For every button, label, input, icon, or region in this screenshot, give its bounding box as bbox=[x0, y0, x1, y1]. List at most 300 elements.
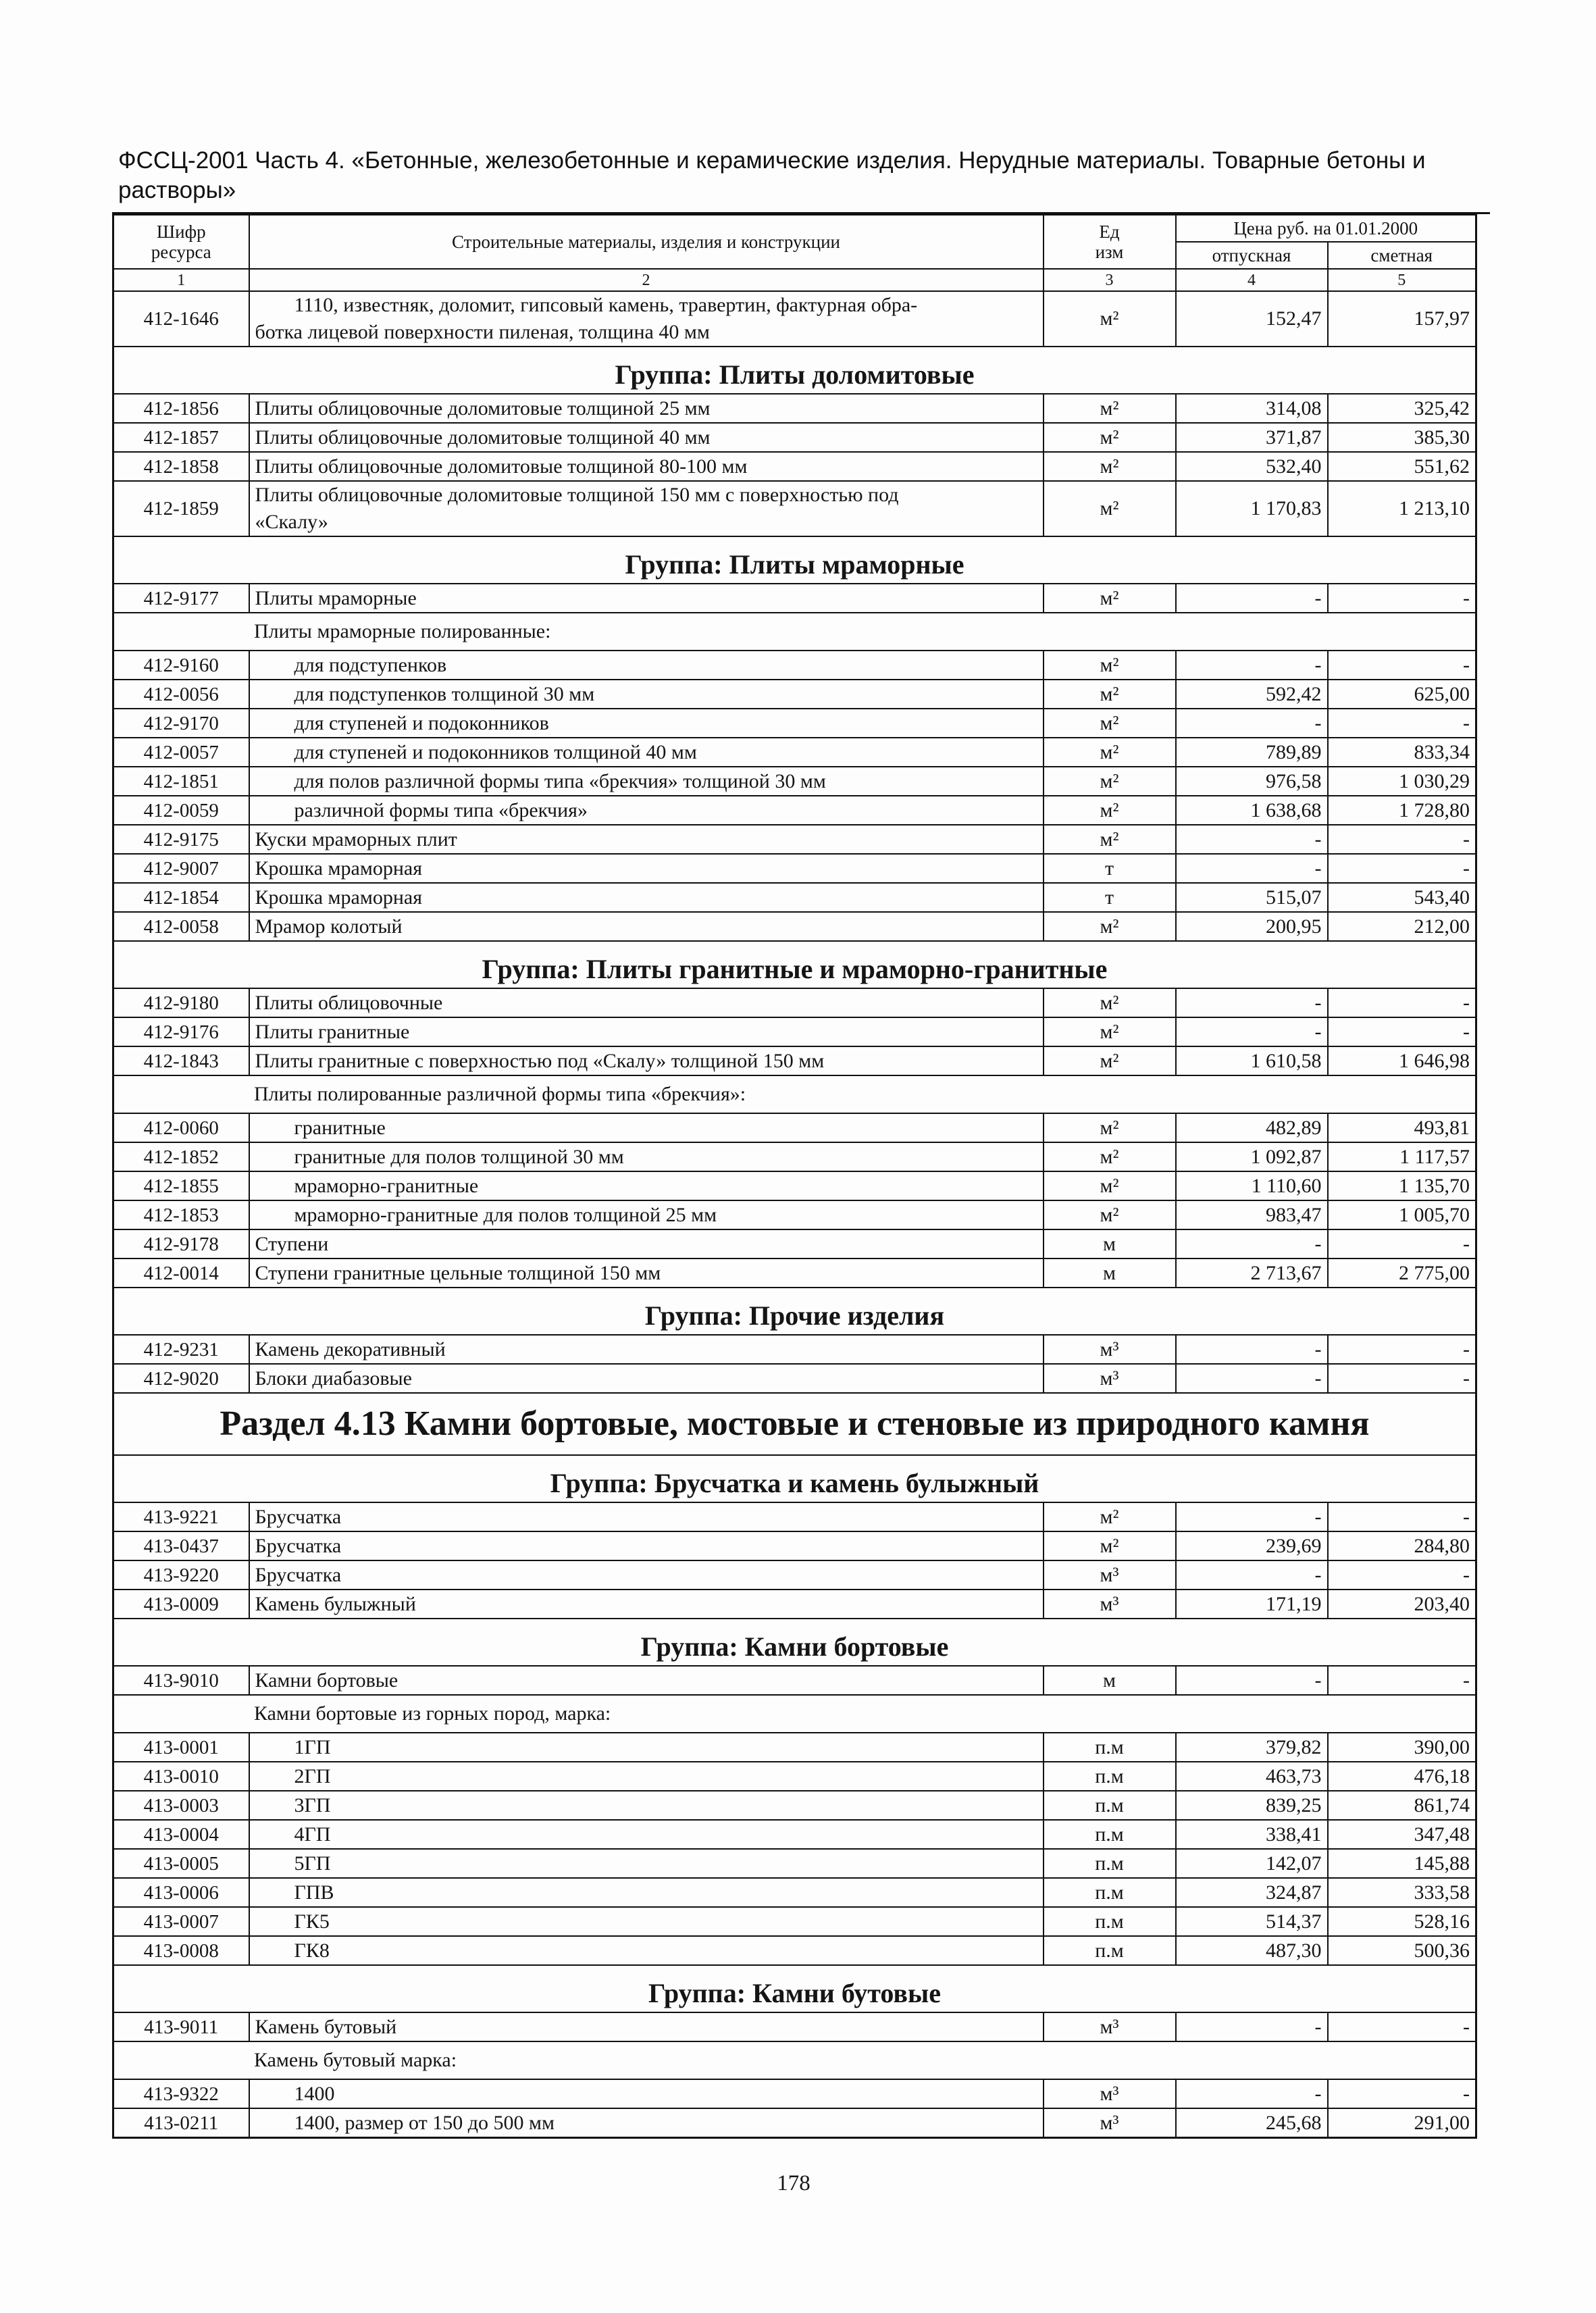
unit-of-measure: м³ bbox=[1044, 2012, 1176, 2041]
resource-code: 412-1854 bbox=[113, 883, 249, 912]
table-row bbox=[113, 1200, 1476, 1229]
unit-of-measure: м bbox=[1044, 1666, 1176, 1695]
group-title: Группа: Брусчатка и камень булыжный bbox=[113, 1455, 1476, 1502]
header-row bbox=[113, 215, 1476, 243]
price-release: 1 110,60 bbox=[1176, 1171, 1328, 1200]
section-title: Раздел 4.13 Камни бортовые, мостовые и стеновые из природного камня bbox=[113, 1393, 1476, 1455]
price-release: - bbox=[1176, 1017, 1328, 1046]
table-row bbox=[113, 1259, 1476, 1288]
table-row bbox=[113, 767, 1476, 796]
resource-code: 412-1843 bbox=[113, 1046, 249, 1075]
material-name: 1400, размер от 150 до 500 мм bbox=[249, 2108, 1044, 2138]
table-row bbox=[113, 854, 1476, 883]
price-release: - bbox=[1176, 584, 1328, 613]
price-release: 324,87 bbox=[1176, 1878, 1328, 1907]
resource-code: 412-1859 bbox=[113, 481, 249, 536]
price-estimate: - bbox=[1328, 825, 1476, 854]
table-row bbox=[113, 1907, 1476, 1936]
table-row bbox=[113, 1849, 1476, 1878]
table-row bbox=[113, 680, 1476, 709]
table-row bbox=[113, 1502, 1476, 1531]
price-release: - bbox=[1176, 1335, 1328, 1364]
column-numbers-row bbox=[113, 269, 1476, 291]
group-title: Группа: Плиты мраморные bbox=[113, 536, 1476, 584]
material-name: для подступенков толщиной 30 мм bbox=[249, 680, 1044, 709]
price-release: 239,69 bbox=[1176, 1531, 1328, 1560]
material-name: Плиты облицовочные доломитовые толщиной 40 мм bbox=[249, 423, 1044, 452]
resource-code: 413-0211 bbox=[113, 2108, 249, 2138]
unit-of-measure: п.м bbox=[1044, 1820, 1176, 1849]
unit-of-measure: м² bbox=[1044, 291, 1176, 347]
unit-of-measure: м³ bbox=[1044, 1590, 1176, 1619]
subheading: Камни бортовые из горных пород, марка: bbox=[113, 1695, 1476, 1733]
unit-of-measure: м² bbox=[1044, 912, 1176, 941]
price-release: 482,89 bbox=[1176, 1113, 1328, 1142]
resource-code: 412-9160 bbox=[113, 651, 249, 680]
price-estimate: 203,40 bbox=[1328, 1590, 1476, 1619]
unit-of-measure: м² bbox=[1044, 1171, 1176, 1200]
price-estimate: 543,40 bbox=[1328, 883, 1476, 912]
price-estimate: 1 030,29 bbox=[1328, 767, 1476, 796]
price-estimate: - bbox=[1328, 1666, 1476, 1695]
table-row bbox=[113, 988, 1476, 1017]
price-estimate: - bbox=[1328, 1364, 1476, 1393]
unit-of-measure: м² bbox=[1044, 584, 1176, 613]
subheading-row bbox=[113, 1075, 1476, 1113]
price-estimate: 1 646,98 bbox=[1328, 1046, 1476, 1075]
group-title-row bbox=[113, 536, 1476, 584]
unit-of-measure: т bbox=[1044, 883, 1176, 912]
resource-code: 412-1855 bbox=[113, 1171, 249, 1200]
resource-code: 413-0003 bbox=[113, 1791, 249, 1820]
resource-code: 412-0058 bbox=[113, 912, 249, 941]
table-row bbox=[113, 912, 1476, 941]
unit-of-measure: м bbox=[1044, 1259, 1176, 1288]
price-release: 592,42 bbox=[1176, 680, 1328, 709]
material-name: Куски мраморных плит bbox=[249, 825, 1044, 854]
price-estimate: - bbox=[1328, 1502, 1476, 1531]
price-estimate: 551,62 bbox=[1328, 452, 1476, 481]
table-row bbox=[113, 1590, 1476, 1619]
group-title-row bbox=[113, 941, 1476, 988]
table-row bbox=[113, 1229, 1476, 1259]
unit-of-measure: м² bbox=[1044, 738, 1176, 767]
price-release: - bbox=[1176, 1229, 1328, 1259]
table-row bbox=[113, 1046, 1476, 1075]
table-row bbox=[113, 1142, 1476, 1171]
subheading-row bbox=[113, 613, 1476, 651]
price-release: 976,58 bbox=[1176, 767, 1328, 796]
price-release: 1 638,68 bbox=[1176, 796, 1328, 825]
table-row bbox=[113, 2108, 1476, 2138]
group-title-row bbox=[113, 1288, 1476, 1335]
subheading: Плиты мраморные полированные: bbox=[113, 613, 1476, 651]
price-release: 487,30 bbox=[1176, 1936, 1328, 1965]
table-row bbox=[113, 1364, 1476, 1393]
price-estimate: 1 213,10 bbox=[1328, 481, 1476, 536]
price-estimate: - bbox=[1328, 651, 1476, 680]
resource-code: 412-9177 bbox=[113, 584, 249, 613]
table-row bbox=[113, 1017, 1476, 1046]
price-estimate: 1 135,70 bbox=[1328, 1171, 1476, 1200]
material-name: Ступени гранитные цельные толщиной 150 мм bbox=[249, 1259, 1044, 1288]
resource-code: 413-0437 bbox=[113, 1531, 249, 1560]
price-estimate: 212,00 bbox=[1328, 912, 1476, 941]
group-title-row bbox=[113, 1619, 1476, 1666]
resource-code: 412-9007 bbox=[113, 854, 249, 883]
column-number: 4 bbox=[1176, 269, 1328, 291]
group-title: Группа: Камни бутовые bbox=[113, 1965, 1476, 2012]
price-release: - bbox=[1176, 1666, 1328, 1695]
material-name: Камень бутовый bbox=[249, 2012, 1044, 2041]
material-name: Ступени bbox=[249, 1229, 1044, 1259]
price-release: 789,89 bbox=[1176, 738, 1328, 767]
material-name: 5ГП bbox=[249, 1849, 1044, 1878]
price-estimate: - bbox=[1328, 2012, 1476, 2041]
col-header-price: Цена руб. на 01.01.2000 bbox=[1176, 215, 1476, 243]
price-estimate: 500,36 bbox=[1328, 1936, 1476, 1965]
table-row bbox=[113, 1791, 1476, 1820]
unit-of-measure: м³ bbox=[1044, 1364, 1176, 1393]
material-name: мраморно-гранитные bbox=[249, 1171, 1044, 1200]
col-header-name: Строительные материалы, изделия и конструкции bbox=[249, 215, 1044, 270]
material-name: Плиты облицовочные доломитовые толщиной 150 мм с поверхностью под «Скалу» bbox=[249, 481, 1044, 536]
resource-code: 412-9180 bbox=[113, 988, 249, 1017]
table-row bbox=[113, 481, 1476, 536]
material-name: различной формы типа «брекчия» bbox=[249, 796, 1044, 825]
table-row bbox=[113, 423, 1476, 452]
resource-code: 412-0060 bbox=[113, 1113, 249, 1142]
unit-of-measure: м² bbox=[1044, 1200, 1176, 1229]
table-row bbox=[113, 1936, 1476, 1965]
price-release: 515,07 bbox=[1176, 883, 1328, 912]
resource-code: 413-0001 bbox=[113, 1733, 249, 1762]
material-name: Плиты мраморные bbox=[249, 584, 1044, 613]
price-release: 142,07 bbox=[1176, 1849, 1328, 1878]
material-name: Плиты гранитные с поверхностью под «Скалу» толщиной 150 мм bbox=[249, 1046, 1044, 1075]
resource-code: 412-1852 bbox=[113, 1142, 249, 1171]
unit-of-measure: м² bbox=[1044, 651, 1176, 680]
table-row bbox=[113, 1113, 1476, 1142]
resource-code: 413-0005 bbox=[113, 1849, 249, 1878]
price-release: - bbox=[1176, 1364, 1328, 1393]
price-release: - bbox=[1176, 988, 1328, 1017]
unit-of-measure: м² bbox=[1044, 394, 1176, 423]
material-name: Брусчатка bbox=[249, 1502, 1044, 1531]
resource-code: 412-9175 bbox=[113, 825, 249, 854]
group-title: Группа: Камни бортовые bbox=[113, 1619, 1476, 1666]
material-name: 1110, известняк, доломит, гипсовый камень, травертин, фактурная обра- ботка лицевой поверхности пиленая, толщина 40 мм bbox=[249, 291, 1044, 347]
unit-of-measure: м² bbox=[1044, 452, 1176, 481]
table-row bbox=[113, 1531, 1476, 1560]
unit-of-measure: м² bbox=[1044, 1502, 1176, 1531]
price-release: 200,95 bbox=[1176, 912, 1328, 941]
material-name: Плиты облицовочные доломитовые толщиной 80-100 мм bbox=[249, 452, 1044, 481]
table-row bbox=[113, 452, 1476, 481]
resource-code: 413-0008 bbox=[113, 1936, 249, 1965]
material-name: Плиты облицовочные доломитовые толщиной 25 мм bbox=[249, 394, 1044, 423]
col-header-price-release: отпускная bbox=[1176, 242, 1328, 269]
price-release: 463,73 bbox=[1176, 1762, 1328, 1791]
unit-of-measure: м² bbox=[1044, 680, 1176, 709]
resource-code: 413-9322 bbox=[113, 2079, 249, 2108]
resource-code: 412-0059 bbox=[113, 796, 249, 825]
material-name: гранитные для полов толщиной 30 мм bbox=[249, 1142, 1044, 1171]
price-estimate: 325,42 bbox=[1328, 394, 1476, 423]
material-name: для ступеней и подоконников толщиной 40 мм bbox=[249, 738, 1044, 767]
price-release: 338,41 bbox=[1176, 1820, 1328, 1849]
table-row bbox=[113, 651, 1476, 680]
table-row bbox=[113, 1560, 1476, 1590]
section-title-row bbox=[113, 1393, 1476, 1455]
price-estimate: - bbox=[1328, 2079, 1476, 2108]
resource-code: 412-9170 bbox=[113, 709, 249, 738]
resource-code: 413-0010 bbox=[113, 1762, 249, 1791]
price-estimate: 333,58 bbox=[1328, 1878, 1476, 1907]
unit-of-measure: п.м bbox=[1044, 1907, 1176, 1936]
subheading-row bbox=[113, 1695, 1476, 1733]
unit-of-measure: м² bbox=[1044, 1531, 1176, 1560]
material-name: Камни бортовые bbox=[249, 1666, 1044, 1695]
unit-of-measure: п.м bbox=[1044, 1733, 1176, 1762]
resource-code: 412-1858 bbox=[113, 452, 249, 481]
resource-code: 412-9020 bbox=[113, 1364, 249, 1393]
unit-of-measure: п.м bbox=[1044, 1878, 1176, 1907]
price-estimate: 1 117,57 bbox=[1328, 1142, 1476, 1171]
table-row bbox=[113, 1171, 1476, 1200]
material-name: для полов различной формы типа «брекчия» толщиной 30 мм bbox=[249, 767, 1044, 796]
resource-code: 413-9220 bbox=[113, 1560, 249, 1590]
price-estimate: - bbox=[1328, 1017, 1476, 1046]
material-name: Камень булыжный bbox=[249, 1590, 1044, 1619]
unit-of-measure: п.м bbox=[1044, 1762, 1176, 1791]
resource-code: 413-9010 bbox=[113, 1666, 249, 1695]
table-row bbox=[113, 796, 1476, 825]
price-estimate: 493,81 bbox=[1328, 1113, 1476, 1142]
column-number: 2 bbox=[249, 269, 1044, 291]
resource-code: 413-0009 bbox=[113, 1590, 249, 1619]
price-estimate: 157,97 bbox=[1328, 291, 1476, 347]
unit-of-measure: м bbox=[1044, 1229, 1176, 1259]
price-estimate: 2 775,00 bbox=[1328, 1259, 1476, 1288]
price-estimate: 528,16 bbox=[1328, 1907, 1476, 1936]
table-row bbox=[113, 1820, 1476, 1849]
price-release: - bbox=[1176, 1502, 1328, 1531]
resource-code: 412-9176 bbox=[113, 1017, 249, 1046]
price-estimate: 145,88 bbox=[1328, 1849, 1476, 1878]
price-estimate: 390,00 bbox=[1328, 1733, 1476, 1762]
unit-of-measure: м³ bbox=[1044, 2079, 1176, 2108]
price-estimate: - bbox=[1328, 854, 1476, 883]
price-release: 379,82 bbox=[1176, 1733, 1328, 1762]
table-row bbox=[113, 584, 1476, 613]
resource-code: 412-0056 bbox=[113, 680, 249, 709]
price-estimate: 385,30 bbox=[1328, 423, 1476, 452]
unit-of-measure: м² bbox=[1044, 796, 1176, 825]
price-estimate: 284,80 bbox=[1328, 1531, 1476, 1560]
table-row bbox=[113, 1733, 1476, 1762]
price-release: 514,37 bbox=[1176, 1907, 1328, 1936]
price-estimate: 347,48 bbox=[1328, 1820, 1476, 1849]
material-name: Крошка мраморная bbox=[249, 854, 1044, 883]
resource-code: 412-1857 bbox=[113, 423, 249, 452]
price-release: 839,25 bbox=[1176, 1791, 1328, 1820]
price-estimate: - bbox=[1328, 1229, 1476, 1259]
document-title: ФССЦ-2001 Часть 4. «Бетонные, железобетонные и керамические изделия. Нерудные материалы. Товарные бетоны и растворы» bbox=[118, 147, 1426, 203]
unit-of-measure: м³ bbox=[1044, 1335, 1176, 1364]
resource-code: 413-0004 bbox=[113, 1820, 249, 1849]
price-estimate: 625,00 bbox=[1328, 680, 1476, 709]
price-release: 171,19 bbox=[1176, 1590, 1328, 1619]
material-name: 2ГП bbox=[249, 1762, 1044, 1791]
price-estimate: 1 005,70 bbox=[1328, 1200, 1476, 1229]
col-header-unit: Ед изм bbox=[1044, 215, 1176, 270]
price-release: - bbox=[1176, 854, 1328, 883]
page-number: 178 bbox=[777, 2171, 810, 2195]
table-row bbox=[113, 709, 1476, 738]
price-release: 1 610,58 bbox=[1176, 1046, 1328, 1075]
material-name: для подступенков bbox=[249, 651, 1044, 680]
material-name: Брусчатка bbox=[249, 1560, 1044, 1590]
price-release: 2 713,67 bbox=[1176, 1259, 1328, 1288]
group-title: Группа: Плиты гранитные и мраморно-гранитные bbox=[113, 941, 1476, 988]
group-title: Группа: Прочие изделия bbox=[113, 1288, 1476, 1335]
unit-of-measure: м³ bbox=[1044, 2108, 1176, 2138]
price-release: - bbox=[1176, 1560, 1328, 1590]
price-table bbox=[112, 213, 1477, 2139]
subheading-row bbox=[113, 2041, 1476, 2079]
unit-of-measure: м² bbox=[1044, 481, 1176, 536]
table-row bbox=[113, 1666, 1476, 1695]
group-title: Группа: Плиты доломитовые bbox=[113, 347, 1476, 394]
material-name: 1ГП bbox=[249, 1733, 1044, 1762]
resource-code: 413-0006 bbox=[113, 1878, 249, 1907]
material-name: Плиты гранитные bbox=[249, 1017, 1044, 1046]
material-name: ГК5 bbox=[249, 1907, 1044, 1936]
unit-of-measure: м² bbox=[1044, 767, 1176, 796]
table-row bbox=[113, 2012, 1476, 2041]
table-row bbox=[113, 1878, 1476, 1907]
group-title-row bbox=[113, 1455, 1476, 1502]
table-row bbox=[113, 825, 1476, 854]
price-estimate: 833,34 bbox=[1328, 738, 1476, 767]
price-estimate: 476,18 bbox=[1328, 1762, 1476, 1791]
unit-of-measure: м² bbox=[1044, 1046, 1176, 1075]
material-name: Плиты облицовочные bbox=[249, 988, 1044, 1017]
unit-of-measure: м³ bbox=[1044, 1560, 1176, 1590]
col-header-code: Шифр ресурса bbox=[113, 215, 249, 270]
unit-of-measure: м² bbox=[1044, 1113, 1176, 1142]
unit-of-measure: м² bbox=[1044, 1142, 1176, 1171]
table-row bbox=[113, 394, 1476, 423]
table-row bbox=[113, 1335, 1476, 1364]
price-estimate: - bbox=[1328, 1560, 1476, 1590]
price-release: - bbox=[1176, 651, 1328, 680]
subheading: Плиты полированные различной формы типа «брекчия»: bbox=[113, 1075, 1476, 1113]
unit-of-measure: м² bbox=[1044, 825, 1176, 854]
price-release: - bbox=[1176, 2079, 1328, 2108]
unit-of-measure: п.м bbox=[1044, 1936, 1176, 1965]
material-name: для ступеней и подоконников bbox=[249, 709, 1044, 738]
material-name: Блоки диабазовые bbox=[249, 1364, 1044, 1393]
price-estimate: 1 728,80 bbox=[1328, 796, 1476, 825]
unit-of-measure: п.м bbox=[1044, 1791, 1176, 1820]
table-row bbox=[113, 2079, 1476, 2108]
material-name: ГПВ bbox=[249, 1878, 1044, 1907]
price-estimate: 861,74 bbox=[1328, 1791, 1476, 1820]
resource-code: 413-9221 bbox=[113, 1502, 249, 1531]
price-release: 532,40 bbox=[1176, 452, 1328, 481]
material-name: Крошка мраморная bbox=[249, 883, 1044, 912]
price-release: 1 092,87 bbox=[1176, 1142, 1328, 1171]
material-name: Камень декоративный bbox=[249, 1335, 1044, 1364]
resource-code: 412-0014 bbox=[113, 1259, 249, 1288]
price-release: 983,47 bbox=[1176, 1200, 1328, 1229]
resource-code: 412-1646 bbox=[113, 291, 249, 347]
table-row bbox=[113, 1762, 1476, 1791]
resource-code: 412-0057 bbox=[113, 738, 249, 767]
resource-code: 412-9231 bbox=[113, 1335, 249, 1364]
price-release: 1 170,83 bbox=[1176, 481, 1328, 536]
table-row bbox=[113, 291, 1476, 347]
unit-of-measure: п.м bbox=[1044, 1849, 1176, 1878]
price-release: - bbox=[1176, 709, 1328, 738]
material-name: 1400 bbox=[249, 2079, 1044, 2108]
unit-of-measure: м² bbox=[1044, 988, 1176, 1017]
unit-of-measure: т bbox=[1044, 854, 1176, 883]
price-release: 245,68 bbox=[1176, 2108, 1328, 2138]
resource-code: 413-0007 bbox=[113, 1907, 249, 1936]
price-estimate: 291,00 bbox=[1328, 2108, 1476, 2138]
table-row bbox=[113, 738, 1476, 767]
resource-code: 412-1851 bbox=[113, 767, 249, 796]
column-number: 1 bbox=[113, 269, 249, 291]
material-name: 3ГП bbox=[249, 1791, 1044, 1820]
price-release: - bbox=[1176, 825, 1328, 854]
price-estimate: - bbox=[1328, 709, 1476, 738]
group-title-row bbox=[113, 347, 1476, 394]
resource-code: 412-9178 bbox=[113, 1229, 249, 1259]
material-name: 4ГП bbox=[249, 1820, 1044, 1849]
price-release: 371,87 bbox=[1176, 423, 1328, 452]
group-title-row bbox=[113, 1965, 1476, 2012]
column-number: 5 bbox=[1328, 269, 1476, 291]
resource-code: 412-1856 bbox=[113, 394, 249, 423]
resource-code: 412-1853 bbox=[113, 1200, 249, 1229]
unit-of-measure: м² bbox=[1044, 423, 1176, 452]
subheading: Камень бутовый марка: bbox=[113, 2041, 1476, 2079]
resource-code: 413-9011 bbox=[113, 2012, 249, 2041]
material-name: Мрамор колотый bbox=[249, 912, 1044, 941]
material-name: гранитные bbox=[249, 1113, 1044, 1142]
price-release: - bbox=[1176, 2012, 1328, 2041]
unit-of-measure: м² bbox=[1044, 1017, 1176, 1046]
price-release: 314,08 bbox=[1176, 394, 1328, 423]
price-estimate: - bbox=[1328, 988, 1476, 1017]
unit-of-measure: м² bbox=[1044, 709, 1176, 738]
price-estimate: - bbox=[1328, 1335, 1476, 1364]
table-header bbox=[113, 215, 1476, 292]
material-name: ГК8 bbox=[249, 1936, 1044, 1965]
column-number: 3 bbox=[1044, 269, 1176, 291]
table-row bbox=[113, 883, 1476, 912]
material-name: Брусчатка bbox=[249, 1531, 1044, 1560]
price-estimate: - bbox=[1328, 584, 1476, 613]
col-header-price-estimate: сметная bbox=[1328, 242, 1476, 269]
table-body bbox=[113, 291, 1476, 2138]
material-name: мраморно-гранитные для полов толщиной 25 мм bbox=[249, 1200, 1044, 1229]
price-release: 152,47 bbox=[1176, 291, 1328, 347]
